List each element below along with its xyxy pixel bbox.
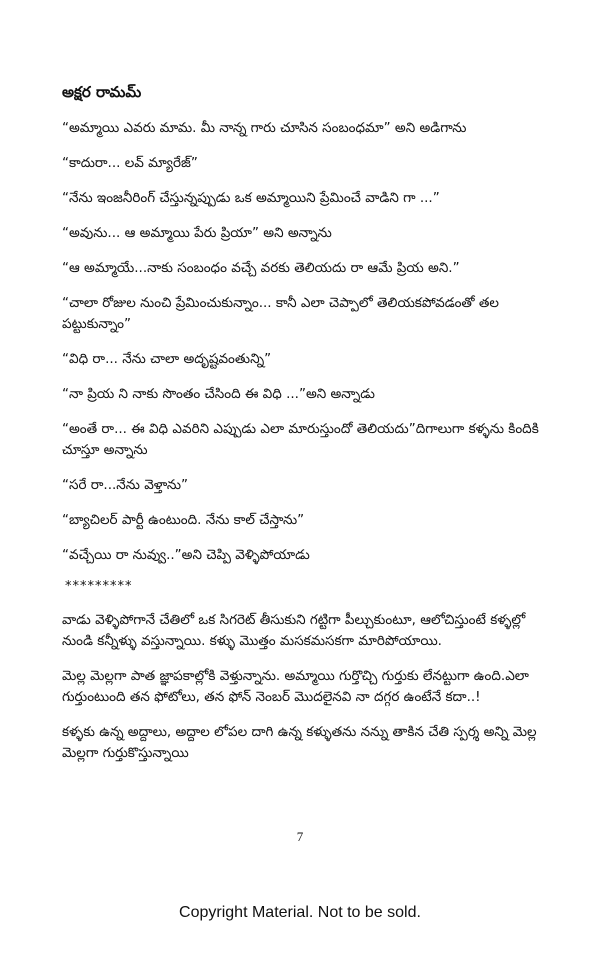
narrative-paragraph: వాడు వెళ్ళిపోగానే చేతిలో ఒక సిగరెట్ తీసుకుని గట్టిగా పీల్చుకుంటూ, ఆలోచిస్తుంటే కళ్ళల్లో నుండి కన్నీళ్ళు వస్తున్నాయి. కళ్ళు మొత్తం మసకమసకగా మారిపోయాయి. — [62, 612, 526, 649]
dialogue-paragraph: “అంతే రా... ఈ విధి ఎవరిని ఎప్పుడు ఎలా మారుస్తుందో తెలియదు”దిగాలుగా కళ్ళను కిందికి చూస్తూ అన్నాను — [62, 421, 539, 458]
narrative-paragraph: కళ్ళకు ఉన్న అద్దాలు, అద్దాల లోపల దాగి ఉన్న కళ్ళుతను నన్ను తాకిన చేతి స్పర్శ అన్ని మెల్ల మెల్లగా గుర్తుకొస్తున్నాయి — [62, 724, 537, 761]
copyright-notice: Copyright Material. Not to be sold. — [179, 904, 421, 921]
dialogue-paragraph: “ఆ అమ్మాయే...నాకు సంబంధం వచ్చే వరకు తెలియదు రా ఆమే ప్రియ అని.” — [62, 260, 460, 276]
book-page-body — [62, 82, 542, 778]
author-heading: అక్షర రామమ్ — [62, 83, 142, 101]
dialogue-paragraph: “వచ్చేయి రా నువ్వు..”అని చెప్పి వెళ్ళిపోయాడు — [62, 547, 310, 563]
dialogue-paragraph: “కాదురా... లవ్ మ్యారేజ్” — [62, 155, 198, 171]
dialogue-paragraph: “చాలా రోజుల నుంచి ప్రేమించుకున్నాం... కానీ ఎలా చెప్పాలో తెలియకపోవడంతో తల పట్టుకున్నాం” — [62, 295, 499, 332]
dialogue-paragraph: “బ్యాచిలర్ పార్టీ ఉంటుంది. నేను కాల్ చేస్తాను” — [62, 512, 305, 528]
dialogue-paragraph: “విధి రా... నేను చాలా అదృష్టవంతున్ని” — [62, 351, 272, 367]
narrative-paragraph: మెల్ల మెల్లగా పాత జ్ఞాపకాల్లోకి వెళ్తున్నాను. అమ్మాయి గుర్తొచ్చి గుర్తుకు లేనట్టుగా ఉంది.ఎలా గుర్తుంటుంది తన ఫోటోలు, తన ఫోన్ నెంబర్ మొదలైనవి నా దగ్గర ఉంటేనే కదా..! — [62, 668, 529, 705]
dialogue-paragraph: “నా ప్రియ ని నాకు సొంతం చేసింది ఈ విధి ...”అని అన్నాడు — [62, 386, 375, 402]
dialogue-paragraph: “నేను ఇంజనీరింగ్ చేస్తున్నప్పుడు ఒక అమ్మాయిని ప్రేమించే వాడిని గా ...” — [62, 190, 440, 206]
dialogue-paragraph: “అమ్మాయి ఎవరు మామ. మీ నాన్న గారు చూసిన సంబంధమా” అని అడిగాను — [62, 120, 467, 136]
dialogue-paragraph: “అవును... ఆ అమ్మాయి పేరు ప్రియా” అని అన్నాను — [62, 225, 332, 241]
section-separator: ********* — [65, 579, 133, 594]
dialogue-paragraph: “సరే రా...నేను వెళ్తాను” — [62, 477, 189, 493]
page-number: 7 — [296, 829, 304, 844]
